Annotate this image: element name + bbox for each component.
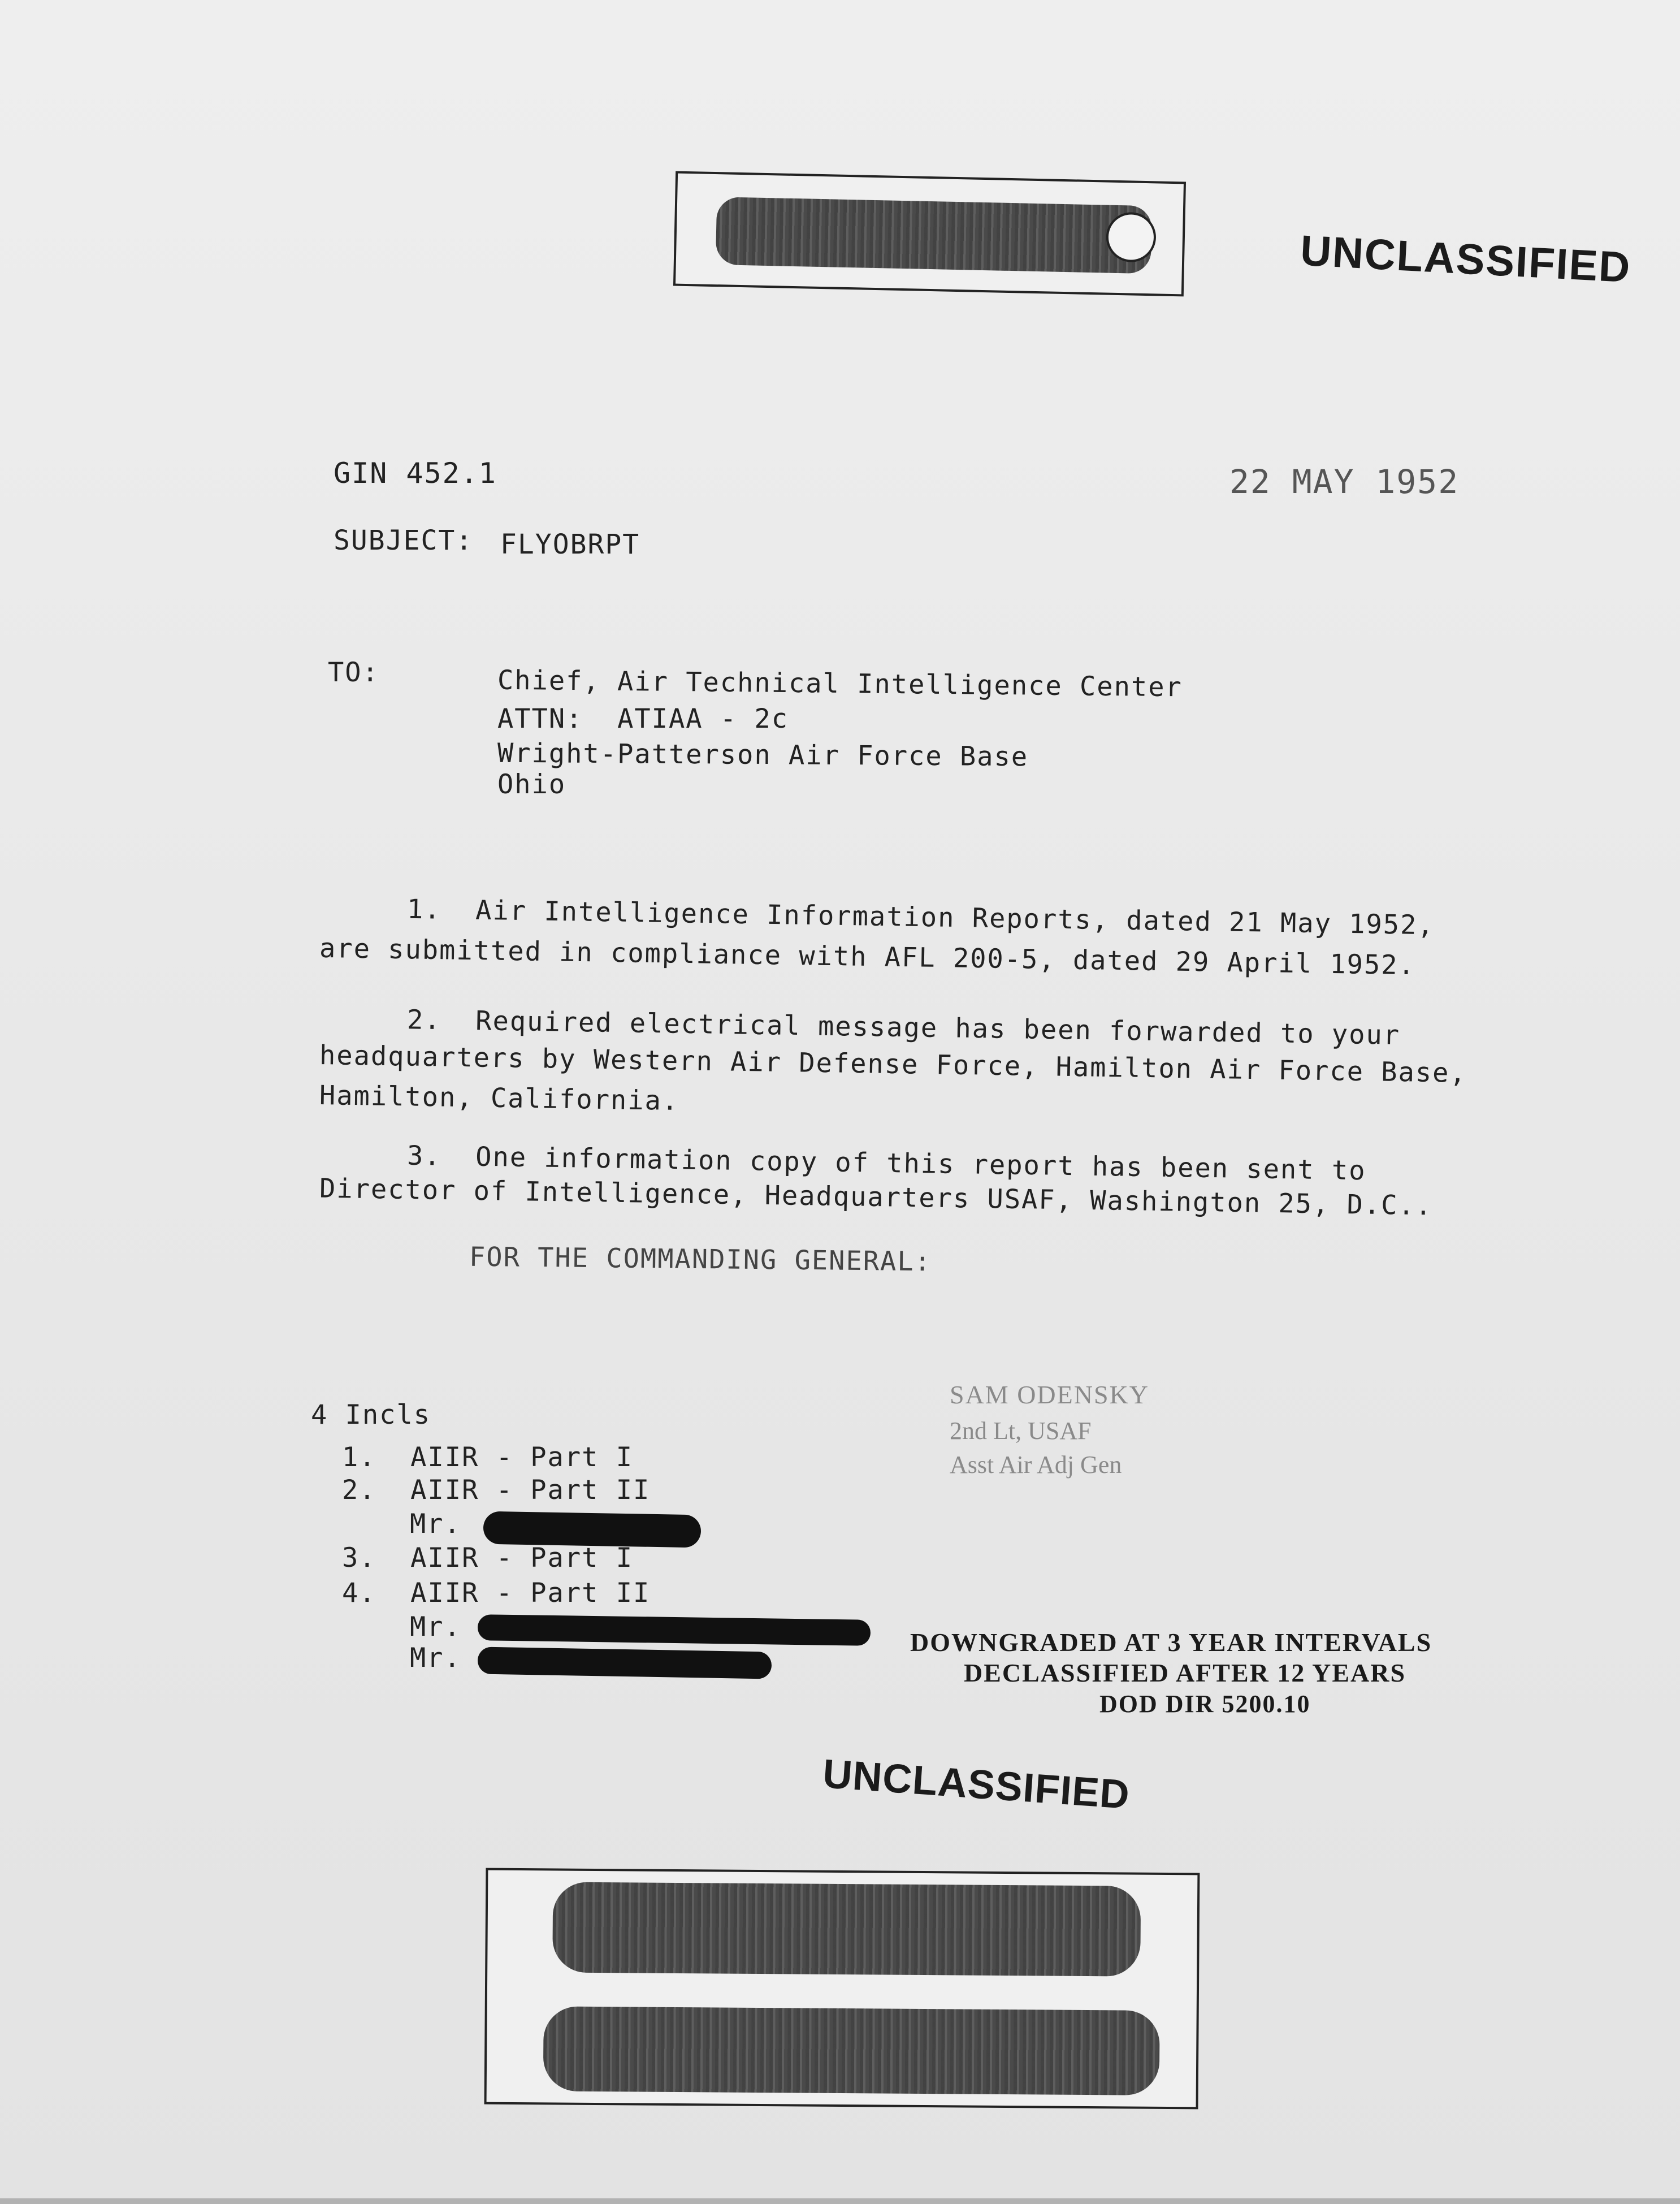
- signature-rank: 2nd Lt, USAF: [950, 1417, 1092, 1445]
- to-line-4: Ohio: [497, 769, 566, 800]
- redaction-ink-3: [478, 1646, 772, 1679]
- inclosure-item-2: 2. AIIR - Part II: [342, 1475, 651, 1506]
- document-date: 22 MAY 1952: [1229, 463, 1460, 501]
- top-redaction-bar: [716, 197, 1152, 274]
- to-line-3: Wright-Patterson Air Force Base: [497, 737, 1029, 773]
- para2-line-2: headquarters by Western Air Defense Force, Hamilton Air Force Base,: [319, 1040, 1467, 1089]
- para1-line-1: 1. Air Intelligence Information Reports, dated 21 May 1952,: [406, 893, 1435, 941]
- redaction-ink-2: [478, 1614, 871, 1646]
- top-redaction-box: [673, 171, 1186, 297]
- unclassified-stamp-top: UNCLASSIFIED: [1299, 226, 1633, 292]
- inclosure-item-4: 4. AIIR - Part II: [342, 1578, 651, 1609]
- para1-line-2: are submitted in compliance with AFL 200-5, dated 29 April 1952.: [319, 932, 1416, 982]
- scan-edge-mark: [0, 2198, 1680, 2204]
- closing-line: FOR THE COMMANDING GENERAL:: [469, 1241, 932, 1278]
- signature-title: Asst Air Adj Gen: [950, 1451, 1122, 1479]
- inclosure-item-4-addressee-1: Mr.: [410, 1611, 461, 1643]
- to-line-2: ATTN: ATIAA - 2c: [497, 703, 789, 734]
- bottom-redaction-bar-2: [543, 2006, 1160, 2095]
- file-reference: GIN 452.1: [334, 457, 497, 490]
- downgrade-line-3: DOD DIR 5200.10: [1099, 1690, 1311, 1718]
- inclosure-item-3: 3. AIIR - Part I: [342, 1542, 634, 1574]
- subject-value: FLYOBRPT: [500, 529, 640, 560]
- downgrade-line-2: DECLASSIFIED AFTER 12 YEARS: [964, 1658, 1406, 1687]
- inclosures-heading: 4 Incls: [311, 1399, 431, 1431]
- para3-line-1: 3. One information copy of this report has been sent to: [406, 1140, 1366, 1187]
- bottom-redaction-box: [484, 1868, 1200, 2110]
- para2-line-3: Hamilton, California.: [319, 1080, 679, 1117]
- to-label: TO:: [328, 657, 379, 688]
- inclosure-item-2-addressee: Mr.: [410, 1509, 461, 1540]
- bottom-redaction-bar-1: [552, 1882, 1141, 1976]
- inclosure-item-4-addressee-2: Mr.: [410, 1643, 461, 1674]
- para3-line-2: Director of Intelligence, Headquarters USAF, Washington 25, D.C..: [319, 1173, 1433, 1222]
- para2-line-1: 2. Required electrical message has been forwarded to your: [406, 1004, 1401, 1051]
- unclassified-stamp-bottom: UNCLASSIFIED: [821, 1751, 1132, 1818]
- downgrade-line-1: DOWNGRADED AT 3 YEAR INTERVALS: [910, 1628, 1432, 1657]
- subject-label: SUBJECT:: [334, 525, 474, 556]
- to-line-1: Chief, Air Technical Intelligence Center: [497, 664, 1183, 703]
- inclosure-item-1: 1. AIIR - Part I: [342, 1442, 634, 1473]
- signature-name: SAM ODENSKY: [950, 1380, 1149, 1409]
